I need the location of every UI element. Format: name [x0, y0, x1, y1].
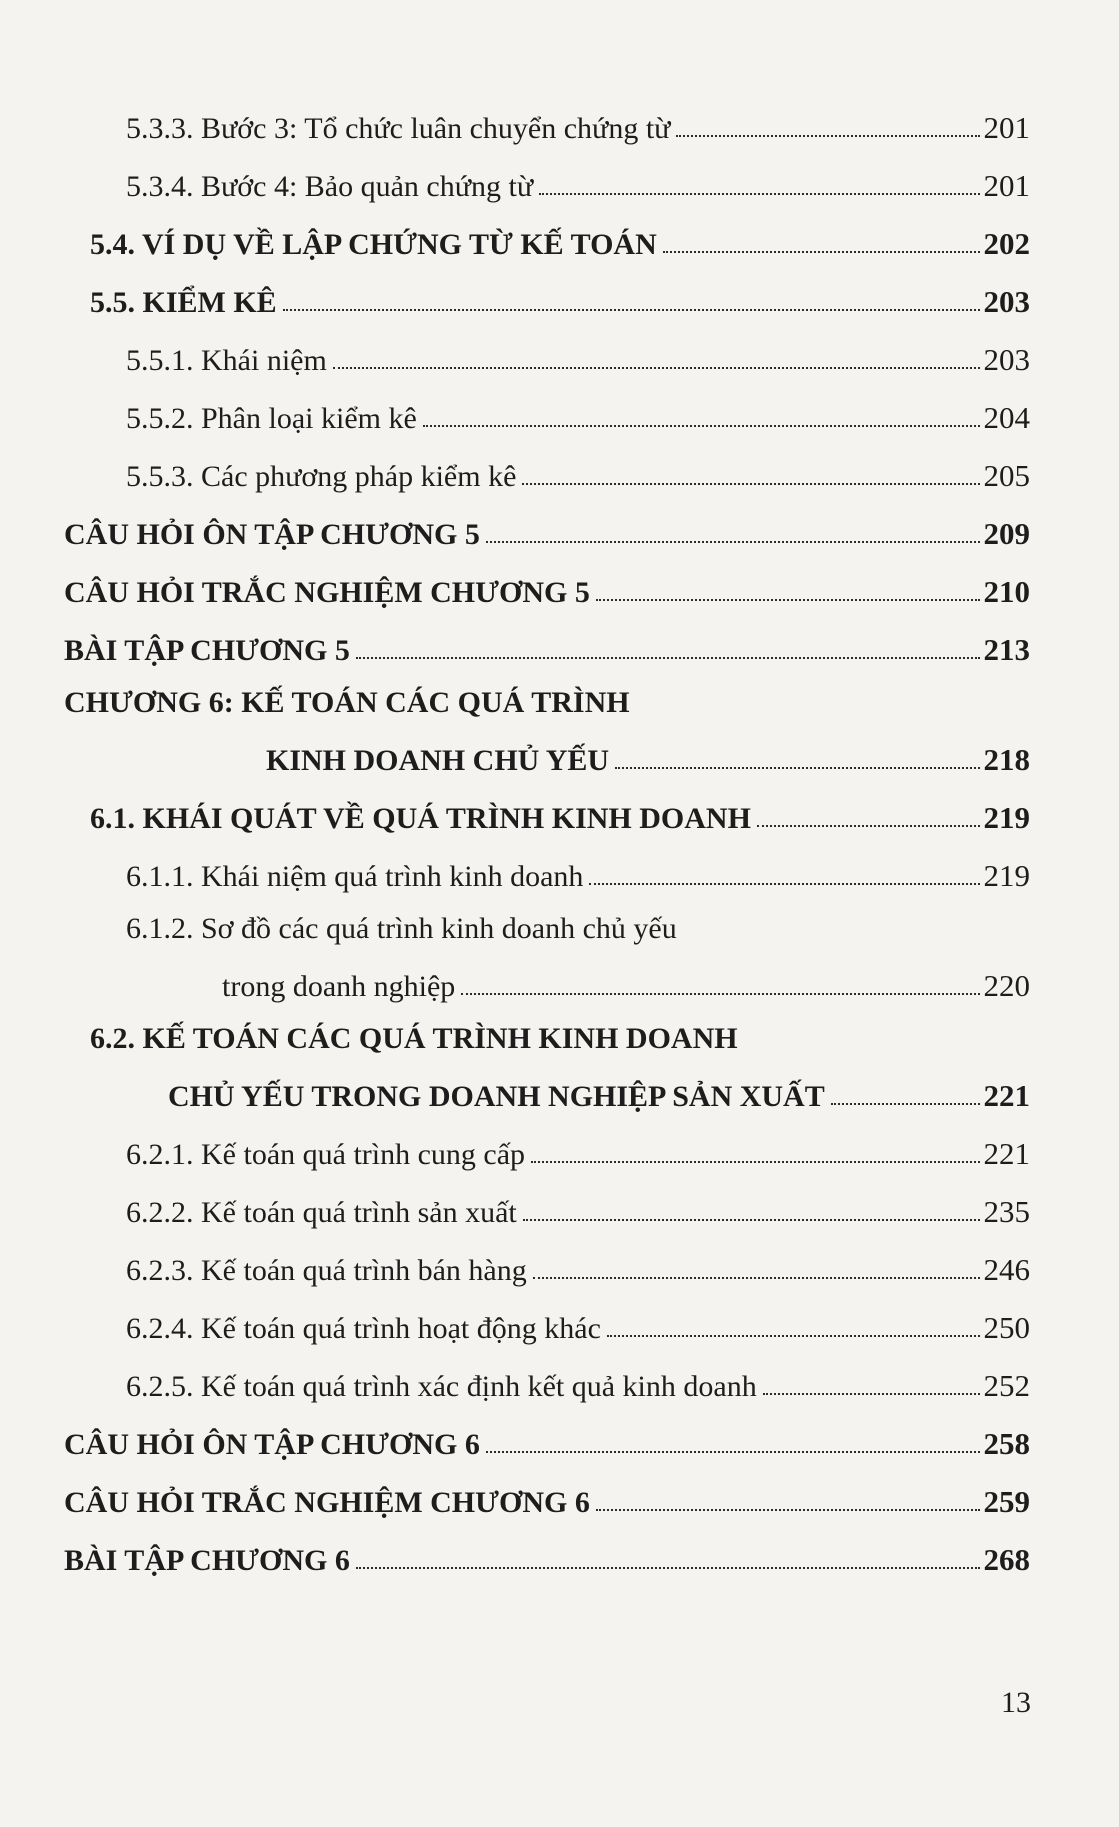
toc-page-number: 218 — [983, 742, 1030, 777]
toc-page-number: 201 — [983, 168, 1030, 203]
dot-leader — [663, 251, 980, 253]
toc-page-number: 201 — [983, 110, 1030, 145]
toc-entry — [60, 610, 1030, 668]
dot-leader — [596, 1509, 980, 1511]
table-of-contents — [60, 88, 1030, 1578]
toc-entry — [60, 1346, 1030, 1404]
toc-entry-title: 6.2.4. Kế toán quá trình hoạt động khác — [126, 1312, 601, 1345]
toc-entry — [60, 320, 1030, 378]
page-number: 13 — [1001, 1686, 1031, 1719]
toc-entry-title: BÀI TẬP CHƯƠNG 6 — [64, 1544, 350, 1577]
toc-entry-title: 5.5. KIỂM KÊ — [90, 286, 277, 319]
toc-entry-title: 6.1.2. Sơ đồ các quá trình kinh doanh chủ yếu — [126, 912, 677, 945]
toc-entry-title: CÂU HỎI TRẮC NGHIỆM CHƯƠNG 6 — [64, 1486, 590, 1519]
toc-entry — [60, 1462, 1030, 1520]
toc-entry — [60, 1288, 1030, 1346]
dot-leader — [596, 599, 980, 601]
toc-entry — [60, 436, 1030, 494]
toc-entry-title: 6.2. KẾ TOÁN CÁC QUÁ TRÌNH KINH DOANH — [90, 1022, 738, 1055]
dot-leader — [531, 1161, 979, 1163]
toc-entry-title: CHỦ YẾU TRONG DOANH NGHIỆP SẢN XUẤT — [168, 1080, 825, 1113]
toc-entry — [60, 552, 1030, 610]
toc-entry — [60, 262, 1030, 320]
toc-page-number: 203 — [983, 284, 1030, 319]
toc-entry-title: BÀI TẬP CHƯƠNG 5 — [64, 634, 350, 667]
toc-entry-title: CHƯƠNG 6: KẾ TOÁN CÁC QUÁ TRÌNH — [64, 686, 630, 719]
toc-entry — [60, 204, 1030, 262]
dot-leader — [607, 1335, 980, 1337]
toc-entry — [60, 1230, 1030, 1288]
toc-entry-title: 6.1. KHÁI QUÁT VỀ QUÁ TRÌNH KINH DOANH — [90, 802, 751, 835]
dot-leader — [423, 425, 980, 427]
toc-entry — [60, 1172, 1030, 1230]
dot-leader — [486, 541, 980, 543]
dot-leader — [831, 1103, 980, 1105]
toc-entry-title: 5.3.3. Bước 3: Tổ chức luân chuyển chứng từ — [126, 112, 671, 145]
dot-leader — [461, 993, 979, 995]
toc-page-number: 202 — [983, 226, 1030, 261]
toc-page-number: 205 — [983, 458, 1030, 493]
toc-entry-title: CÂU HỎI ÔN TẬP CHƯƠNG 6 — [64, 1428, 480, 1461]
toc-entry-6-1-2 — [60, 894, 1030, 946]
toc-group-6-2 — [60, 1114, 1030, 1578]
dot-leader — [763, 1393, 980, 1395]
toc-entry-6-1-2-cont — [60, 946, 1030, 1004]
toc-page-number: 213 — [983, 632, 1030, 667]
toc-entry-title: 6.2.1. Kế toán quá trình cung cấp — [126, 1138, 526, 1171]
toc-entry-title: 6.2.5. Kế toán quá trình xác định kết quả kinh doanh — [126, 1370, 757, 1403]
dot-leader — [486, 1451, 980, 1453]
toc-entry — [60, 378, 1030, 436]
toc-entry-title: 5.5.3. Các phương pháp kiểm kê — [126, 460, 517, 493]
toc-page-number: 246 — [983, 1252, 1030, 1287]
toc-entry-title: CÂU HỎI TRẮC NGHIỆM CHƯƠNG 5 — [64, 576, 590, 609]
toc-entry — [60, 88, 1030, 146]
toc-page-number: 252 — [983, 1368, 1030, 1403]
dot-leader — [523, 1219, 980, 1221]
toc-entry-title: 5.3.4. Bước 4: Bảo quản chứng từ — [126, 170, 534, 203]
toc-page-number: 259 — [983, 1484, 1030, 1519]
toc-group-6-1 — [60, 778, 1030, 894]
toc-entry-title: CÂU HỎI ÔN TẬP CHƯƠNG 5 — [64, 518, 480, 551]
toc-page-number: 221 — [983, 1136, 1030, 1171]
toc-group-chapter5 — [60, 88, 1030, 668]
toc-page-number: 219 — [983, 800, 1030, 835]
toc-entry — [60, 1404, 1030, 1462]
toc-page-number: 210 — [983, 574, 1030, 609]
toc-page-number: 220 — [983, 968, 1030, 1003]
dot-leader — [757, 825, 980, 827]
dot-leader — [589, 883, 979, 885]
toc-entry-6-2-cont — [60, 1056, 1030, 1114]
toc-page-number: 204 — [983, 400, 1030, 435]
toc-page-number: 203 — [983, 342, 1030, 377]
dot-leader — [356, 657, 980, 659]
toc-entry-title: 5.4. VÍ DỤ VỀ LẬP CHỨNG TỪ KẾ TOÁN — [90, 228, 657, 261]
toc-entry-title: 6.2.2. Kế toán quá trình sản xuất — [126, 1196, 517, 1229]
dot-leader — [522, 483, 979, 485]
toc-entry-title: 6.1.1. Khái niệm quá trình kinh doanh — [126, 860, 584, 893]
toc-page-number: 209 — [983, 516, 1030, 551]
toc-entry-chapter6-cont — [60, 720, 1030, 778]
toc-page-number: 221 — [983, 1078, 1030, 1113]
toc-entry — [60, 1114, 1030, 1172]
dot-leader — [615, 767, 979, 769]
toc-page-number: 268 — [983, 1542, 1030, 1577]
dot-leader — [533, 1277, 980, 1279]
toc-entry-title: 5.5.1. Khái niệm — [126, 344, 327, 377]
toc-entry-title: 6.2.3. Kế toán quá trình bán hàng — [126, 1254, 527, 1287]
toc-entry — [60, 836, 1030, 894]
toc-page-number: 235 — [983, 1194, 1030, 1229]
dot-leader — [283, 309, 980, 311]
toc-entry-chapter6 — [60, 668, 1030, 720]
dot-leader — [539, 193, 979, 195]
dot-leader — [356, 1567, 980, 1569]
toc-entry — [60, 146, 1030, 204]
toc-entry — [60, 1520, 1030, 1578]
toc-entry — [60, 494, 1030, 552]
dot-leader — [333, 367, 980, 369]
toc-entry-title: 5.5.2. Phân loại kiểm kê — [126, 402, 417, 435]
toc-page-number: 250 — [983, 1310, 1030, 1345]
toc-page-number: 219 — [983, 858, 1030, 893]
dot-leader — [676, 135, 979, 137]
toc-entry-6-2 — [60, 1004, 1030, 1056]
toc-page-number: 258 — [983, 1426, 1030, 1461]
toc-entry-title: KINH DOANH CHỦ YẾU — [266, 744, 610, 777]
toc-entry — [60, 778, 1030, 836]
toc-entry-title: trong doanh nghiệp — [222, 970, 456, 1003]
